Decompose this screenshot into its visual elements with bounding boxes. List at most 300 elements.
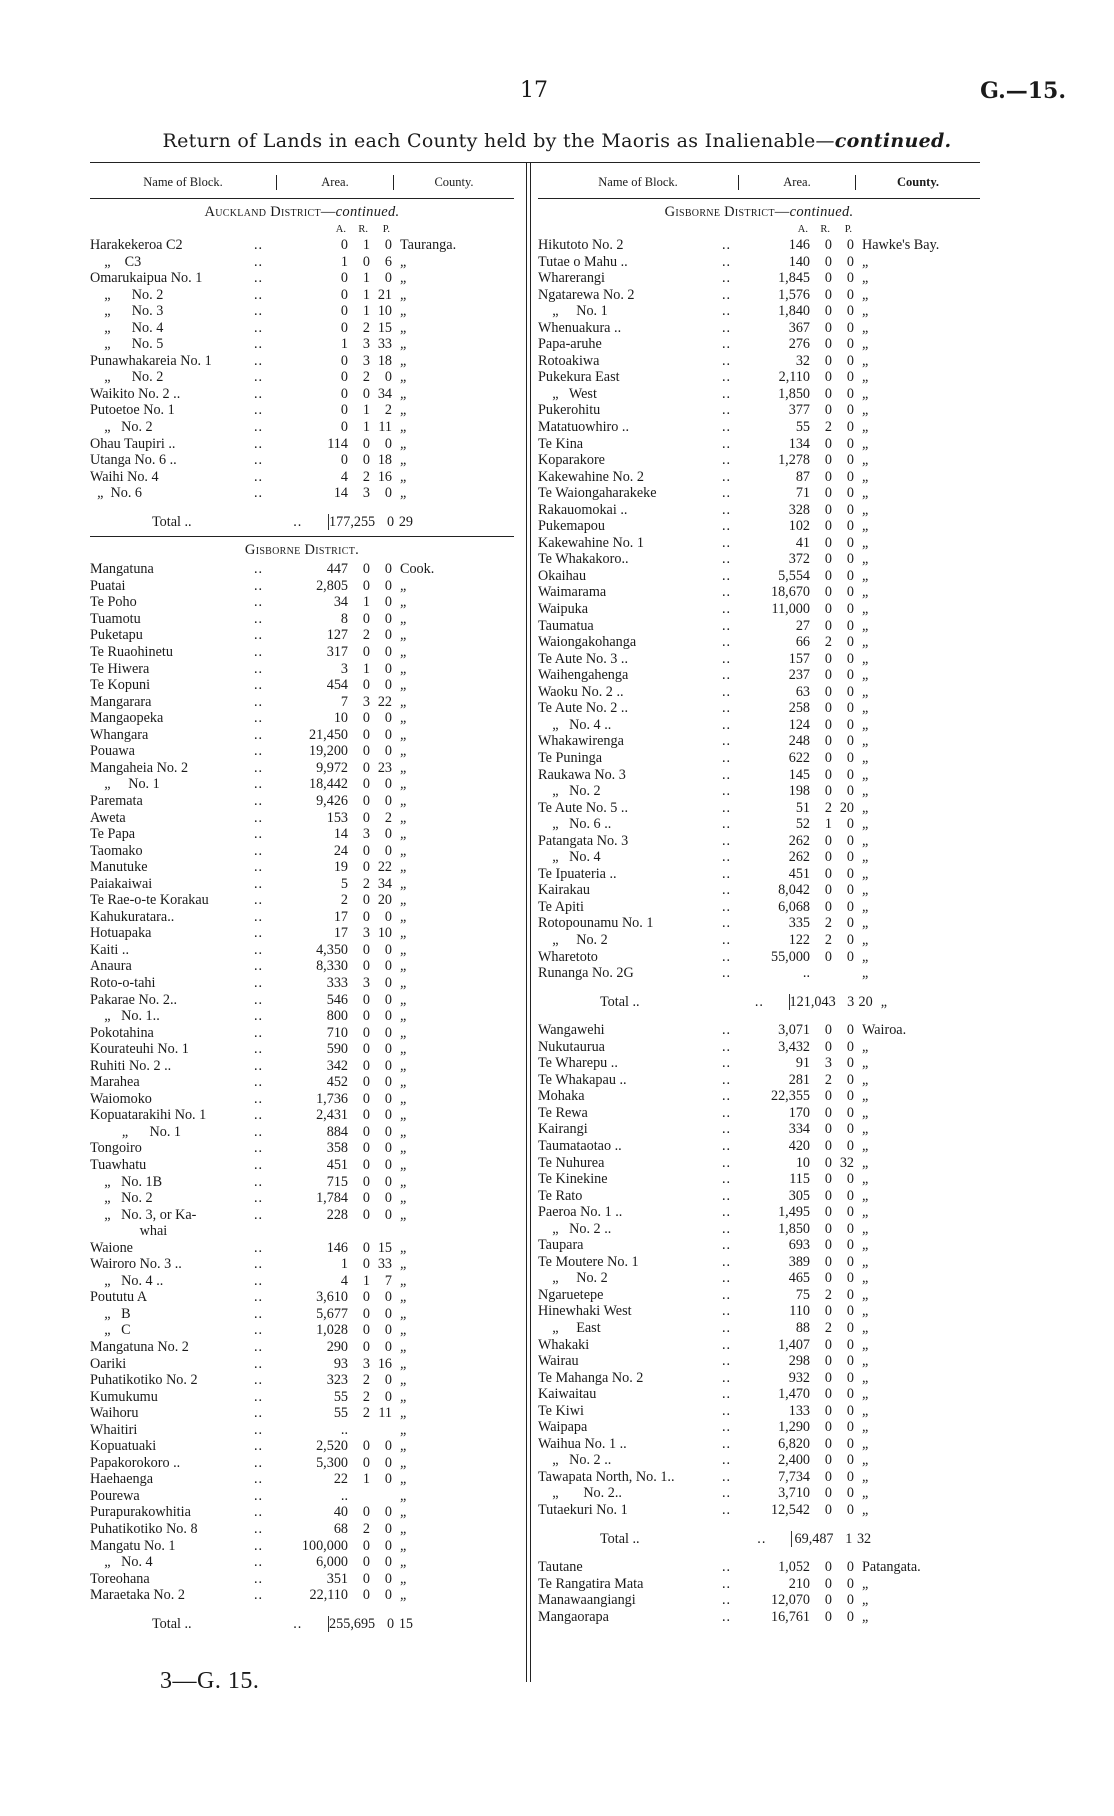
county-name: „ — [400, 1272, 407, 1289]
area-acres: 17 — [333, 908, 348, 925]
table-row — [90, 1058, 514, 1075]
county-name: „ — [862, 650, 869, 667]
area-perches: 0 — [846, 1071, 854, 1088]
area-roods: 0 — [824, 1204, 832, 1221]
area-roods: 0 — [824, 832, 832, 849]
area-acres: 1,845 — [778, 270, 810, 287]
area-roods: 0 — [824, 534, 832, 551]
county-name: „ — [862, 419, 869, 436]
block-name: „ C3 — [90, 253, 142, 270]
area-roods: 1 — [362, 286, 370, 303]
col-header-name: Name of Block. — [143, 174, 223, 189]
county-name: „ — [862, 1608, 869, 1625]
area-perches: 0 — [846, 1419, 854, 1436]
table-row — [90, 1521, 514, 1538]
area-roods: 0 — [824, 1468, 832, 1485]
area-acres: .. — [340, 1421, 348, 1438]
area-perches: 0 — [846, 1286, 854, 1303]
area-roods — [348, 1223, 370, 1240]
area-acres: 328 — [788, 501, 810, 518]
county-name: „ — [400, 1322, 407, 1339]
area-roods: 0 — [824, 253, 832, 270]
area-perches: 0 — [846, 534, 854, 551]
county-name: „ — [400, 319, 407, 336]
area-acres: 63 — [795, 683, 810, 700]
area-roods: 0 — [824, 716, 832, 733]
block-name: Kumukumu — [90, 1388, 158, 1405]
block-name: Te Nuhurea — [538, 1154, 605, 1171]
block-name: Te Rangatira Mata — [538, 1575, 644, 1592]
area-roods: 0 — [824, 1485, 832, 1502]
area-acres: 146 — [326, 1239, 348, 1256]
area-perches: 0 — [384, 958, 392, 975]
block-name: Manutuke — [90, 859, 148, 876]
block-name: Kakewahine No. 1 — [538, 534, 644, 551]
table-row — [90, 561, 514, 578]
area-acres: 358 — [326, 1140, 348, 1157]
table-row — [538, 402, 980, 419]
area-roods: 0 — [362, 561, 370, 578]
leader-dots: .. — [757, 1530, 767, 1547]
table-row — [538, 767, 980, 784]
area-acres: 622 — [788, 749, 810, 766]
area-acres: 122 — [788, 931, 810, 948]
area-acres: 14 — [333, 485, 348, 502]
leader-dots: .. — [254, 1570, 264, 1587]
area-acres: 1,736 — [316, 1090, 348, 1107]
county-name: „ — [862, 1386, 869, 1403]
block-name: Te Kina — [538, 435, 584, 452]
leader-dots: .. — [254, 1289, 264, 1306]
area-acres: 22,110 — [309, 1587, 348, 1604]
area-roods: 0 — [362, 1504, 370, 1521]
block-name: Marahea — [90, 1074, 140, 1091]
area-acres: 465 — [788, 1270, 810, 1287]
area-acres: 1,495 — [778, 1204, 810, 1221]
block-name: „ No. 1.. — [90, 1008, 160, 1025]
county-name: „ — [862, 783, 869, 800]
county-name: „ — [400, 644, 407, 661]
area-perches: 0 — [846, 1369, 854, 1386]
block-name: Total .. — [152, 1615, 192, 1632]
block-name: Te Kiwi — [538, 1402, 584, 1419]
table-row — [90, 452, 514, 469]
area-acres: 6,068 — [778, 898, 810, 915]
block-name: „ No. 4 — [90, 1554, 153, 1571]
area-roods: 0 — [362, 1107, 370, 1124]
county-name: „ — [400, 925, 407, 942]
area-roods: 0 — [824, 319, 832, 336]
total-row — [90, 1616, 514, 1633]
area-acres: 1,850 — [778, 385, 810, 402]
block-name: Wairoro No. 3 .. — [90, 1256, 182, 1273]
block-name: Waiongakohanga — [538, 634, 637, 651]
table-row — [538, 1337, 980, 1354]
area-roods: 0 — [824, 1104, 832, 1121]
table-row — [538, 1088, 980, 1105]
county-name: „ — [400, 402, 407, 419]
leader-dots: .. — [254, 1487, 264, 1504]
block-name: Te Puninga — [538, 749, 603, 766]
section-title-r — [538, 199, 980, 223]
area-acres: 2,110 — [778, 369, 810, 386]
table-row — [538, 915, 980, 932]
area-roods: 2 — [362, 468, 370, 485]
area-acres: 8 — [340, 610, 348, 627]
block-name: „ No. 2.. — [538, 1485, 622, 1502]
block-name: „ No. 1 — [90, 776, 160, 793]
county-name: „ — [862, 1187, 869, 1204]
county-name: „ — [400, 1008, 407, 1025]
block-name: Te Ruaohinetu — [90, 644, 173, 661]
area-acres: 177,255 — [329, 513, 376, 530]
county-name: „ — [400, 693, 407, 710]
leader-dots: .. — [722, 1071, 732, 1088]
area-perches: 0 — [846, 898, 854, 915]
area-acres: 451 — [326, 1156, 348, 1173]
area-acres: 334 — [788, 1121, 810, 1138]
leader-dots: .. — [254, 710, 264, 727]
county-name: „ — [862, 1171, 869, 1188]
area-acres: 12,542 — [770, 1502, 810, 1519]
table-row — [538, 899, 980, 916]
area-roods: 2 — [362, 1388, 370, 1405]
area-perches — [370, 1422, 392, 1439]
county-name: „ — [400, 303, 407, 320]
table-row — [90, 1471, 514, 1488]
area-roods: 0 — [362, 610, 370, 627]
leader-dots: .. — [722, 518, 732, 535]
area-acres: 22,355 — [770, 1088, 810, 1105]
area-roods: 0 — [824, 303, 832, 320]
area-perches: 0 — [384, 991, 392, 1008]
area-acres: 454 — [326, 677, 348, 694]
county-name: „ — [400, 1438, 407, 1455]
area-roods: 0 — [362, 644, 370, 661]
area-acres: 210 — [788, 1575, 810, 1592]
table-row — [538, 1353, 980, 1370]
block-name: Taumataotao .. — [538, 1137, 622, 1154]
perches-label: P. — [382, 224, 390, 235]
area-roods: 0 — [824, 1154, 832, 1171]
area-roods: 0 — [362, 726, 370, 743]
county-name: „ — [862, 319, 869, 336]
county-name: „ — [862, 1485, 869, 1502]
leader-dots: .. — [254, 1239, 264, 1256]
area-acres: 1 — [340, 336, 348, 353]
county-name: „ — [862, 1253, 869, 1270]
table-row — [538, 1188, 980, 1205]
area-acres: 127 — [326, 627, 348, 644]
leader-dots: .. — [722, 1320, 732, 1336]
col-header-county: County. — [434, 174, 474, 189]
block-name: Kopuatarakihi No. 1 — [90, 1107, 207, 1124]
area-perches: 6 — [384, 253, 392, 270]
area-roods: 0 — [362, 1123, 370, 1140]
table-row — [538, 485, 980, 502]
county-name: „ — [400, 1074, 407, 1091]
leader-dots: .. — [254, 941, 264, 958]
area-perches: 0 — [384, 1388, 392, 1405]
area-roods: 0 — [824, 667, 832, 684]
area-roods: 1 — [362, 402, 370, 419]
county-name: „ — [400, 826, 407, 843]
area-roods: 0 — [824, 286, 832, 303]
area-acres: 115 — [789, 1171, 810, 1188]
area-roods: 1 — [362, 303, 370, 320]
area-acres: 1,470 — [778, 1386, 810, 1403]
block-name: Whakawirenga — [538, 733, 624, 750]
leader-dots: .. — [722, 1452, 732, 1469]
area-roods: 0 — [362, 1256, 370, 1273]
area-roods: 2 — [362, 1521, 370, 1538]
col-header-name-r: Name of Block. — [598, 174, 678, 189]
area-acres: 34 — [333, 594, 348, 611]
leader-dots: .. — [722, 915, 732, 932]
area-perches: 21 — [377, 286, 392, 303]
county-name: Cook. — [400, 561, 435, 578]
area-acres: 14 — [333, 826, 348, 843]
right-total-2 — [538, 1531, 980, 1548]
table-row — [90, 1339, 514, 1356]
area-perches: 0 — [846, 1402, 854, 1419]
block-name: Purapurakowhitia — [90, 1504, 191, 1521]
perches-label-r: P. — [844, 224, 852, 235]
area-perches: 0 — [384, 726, 392, 743]
leader-dots: .. — [254, 1305, 264, 1322]
leader-dots: .. — [722, 948, 732, 965]
block-name: Manawaangiangi — [538, 1592, 636, 1609]
block-name: Mangaheia No. 2 — [90, 759, 189, 776]
table-row — [90, 1422, 514, 1439]
area-acres: 100,000 — [301, 1537, 348, 1554]
table-row — [90, 1372, 514, 1389]
block-name: Raukawa No. 3 — [538, 766, 626, 783]
area-acres: 710 — [326, 1024, 348, 1041]
area-perches: 0 — [384, 1206, 392, 1223]
area-perches: 0 — [846, 303, 854, 320]
table-row — [538, 1452, 980, 1469]
area-perches — [370, 1223, 392, 1240]
area-acres: 884 — [326, 1123, 348, 1140]
table-row — [90, 1356, 514, 1373]
block-name: „ No. 2 .. — [538, 1452, 612, 1469]
area-roods: 0 — [824, 1592, 832, 1609]
county-name: „ — [862, 468, 869, 485]
column-divider — [526, 162, 527, 1682]
area-roods: 0 — [362, 776, 370, 793]
leader-dots: .. — [722, 716, 732, 733]
block-name: „ No. 3 — [90, 303, 164, 320]
block-name: Te Hiwera — [90, 660, 150, 677]
county-name: „ — [862, 816, 869, 833]
table-row — [90, 402, 514, 419]
area-acres: 19 — [333, 859, 348, 876]
area-acres: 377 — [788, 402, 810, 419]
leader-dots: .. — [722, 584, 732, 601]
area-roods: 2 — [824, 915, 832, 932]
leader-dots: .. — [254, 1024, 264, 1041]
county-name: „ — [400, 1123, 407, 1140]
leader-dots: .. — [722, 485, 732, 502]
county-name: „ — [400, 974, 407, 991]
leader-dots: .. — [254, 435, 264, 452]
area-acres: 8,042 — [778, 882, 810, 899]
county-name: „ — [400, 660, 407, 677]
leader-dots: .. — [254, 1173, 264, 1190]
area-perches: 0 — [846, 468, 854, 485]
county-name: „ — [400, 627, 407, 644]
table-row — [538, 618, 980, 635]
leader-dots: .. — [722, 601, 732, 618]
area-acres: 1,028 — [316, 1322, 348, 1339]
county-name: „ — [862, 1419, 869, 1436]
area-roods: 0 — [824, 766, 832, 783]
table-row — [538, 1138, 980, 1155]
table-row — [90, 876, 514, 893]
block-name: Putoetoe No. 1 — [90, 402, 175, 419]
leader-dots: .. — [254, 908, 264, 925]
area-perches: 0 — [384, 485, 392, 502]
area-acres: 10 — [795, 1154, 810, 1171]
leader-dots: .. — [722, 452, 732, 469]
county-name: „ — [400, 1521, 407, 1538]
area-perches: 0 — [846, 1502, 854, 1519]
area-perches: 0 — [384, 1074, 392, 1091]
block-name: Kairangi — [538, 1121, 588, 1138]
block-name: Tutae o Mahu .. — [538, 253, 628, 270]
leader-dots: .. — [254, 826, 264, 843]
county-name: „ — [862, 1452, 869, 1469]
area-roods: 0 — [362, 958, 370, 975]
area-acres: 22 — [333, 1471, 348, 1488]
block-name: Hotuapaka — [90, 925, 152, 942]
area-acres: 258 — [788, 700, 810, 717]
county-name: „ — [862, 683, 869, 700]
area-perches: 15 — [377, 319, 392, 336]
area-roods: 1 — [362, 419, 370, 436]
total-row — [538, 1531, 980, 1548]
leader-dots: .. — [254, 958, 264, 975]
county-name: „ — [862, 270, 869, 287]
area-perches: 0 — [846, 518, 854, 535]
area-perches: 0 — [384, 1173, 392, 1190]
area-perches: 0 — [384, 1156, 392, 1173]
county-name: „ — [400, 726, 407, 743]
leader-dots: .. — [722, 352, 732, 369]
area-roods: 0 — [824, 352, 832, 369]
area-perches: 0 — [846, 865, 854, 882]
table-row — [538, 336, 980, 353]
leader-dots: .. — [722, 253, 732, 270]
block-name: Te Whakapau .. — [538, 1071, 627, 1088]
area-roods: 3 — [362, 693, 370, 710]
leader-dots: .. — [254, 892, 264, 909]
area-perches: 0 — [846, 915, 854, 932]
leader-dots: .. — [722, 865, 732, 882]
leader-dots: .. — [254, 776, 264, 793]
leader-dots: .. — [722, 931, 732, 948]
area-roods: 0 — [824, 584, 832, 601]
leader-dots: .. — [254, 303, 264, 320]
area-acres: 24 — [333, 842, 348, 859]
area-roods: 3 — [362, 352, 370, 369]
area-acres: 323 — [326, 1372, 348, 1389]
left-rows-2 — [90, 561, 514, 1603]
table-row — [90, 1587, 514, 1604]
county-name: „ — [862, 1303, 869, 1320]
county-name: „ — [400, 1305, 407, 1322]
area-perches: 33 — [377, 1256, 392, 1273]
leader-dots: .. — [254, 1107, 264, 1124]
county-name: „ — [400, 1471, 407, 1488]
leader-dots: .. — [254, 677, 264, 694]
leader-dots: .. — [254, 1074, 264, 1091]
area-roods: 0 — [362, 859, 370, 876]
area-acres: 2,400 — [778, 1452, 810, 1469]
leader-dots: .. — [722, 898, 732, 915]
leader-dots: .. — [722, 319, 732, 336]
block-name: Toreohana — [90, 1570, 150, 1587]
leader-dots: .. — [722, 303, 732, 320]
area-roods: 0 — [824, 683, 832, 700]
county-name: „ — [862, 1336, 869, 1353]
county-name: „ — [862, 700, 869, 717]
area-acres: 1,407 — [778, 1336, 810, 1353]
county-name: „ — [400, 1388, 407, 1405]
block-name: „ C — [90, 1322, 131, 1339]
county-name: „ — [862, 1502, 869, 1519]
table-row — [90, 1554, 514, 1571]
block-name: „ No. 2 — [90, 369, 164, 386]
area-acres: 12,070 — [770, 1592, 810, 1609]
block-name: „ No. 1B — [90, 1173, 163, 1190]
col-header-area-r: Area. — [738, 175, 856, 190]
table-row — [538, 601, 980, 618]
area-perches: 0 — [384, 1554, 392, 1571]
block-name: Kourateuhi No. 1 — [90, 1041, 189, 1058]
table-row — [90, 992, 514, 1009]
block-name: Te Waiongaharakeke — [538, 485, 657, 502]
county-name — [413, 1616, 514, 1633]
area-perches: 0 — [846, 1485, 854, 1502]
leader-dots: .. — [722, 551, 732, 568]
area-roods: 0 — [824, 485, 832, 502]
block-name: Te Kinekine — [538, 1171, 608, 1188]
area-roods: 0 — [362, 1305, 370, 1322]
area-roods: 3 — [847, 993, 855, 1010]
area-perches: 20 — [377, 892, 392, 909]
block-name: Pokotahina — [90, 1024, 154, 1041]
table-row — [538, 1419, 980, 1436]
leader-dots: .. — [722, 1402, 732, 1419]
area-roods: 0 — [386, 513, 395, 530]
county-name: „ — [400, 336, 407, 353]
page-number: 17 — [520, 78, 548, 103]
area-roods: 0 — [362, 452, 370, 469]
block-name: Te Papa — [90, 826, 136, 843]
area-perches: 0 — [846, 683, 854, 700]
area-acres: 198 — [788, 783, 810, 800]
block-name: Wairau — [538, 1353, 579, 1370]
block-name: Runanga No. 2G — [538, 965, 634, 982]
area-acres: 0 — [340, 385, 348, 402]
left-table — [90, 166, 514, 1632]
area-perches: 22 — [377, 693, 392, 710]
area-perches: 0 — [846, 385, 854, 402]
area-acres: 170 — [788, 1104, 810, 1121]
area-roods: 0 — [362, 809, 370, 826]
